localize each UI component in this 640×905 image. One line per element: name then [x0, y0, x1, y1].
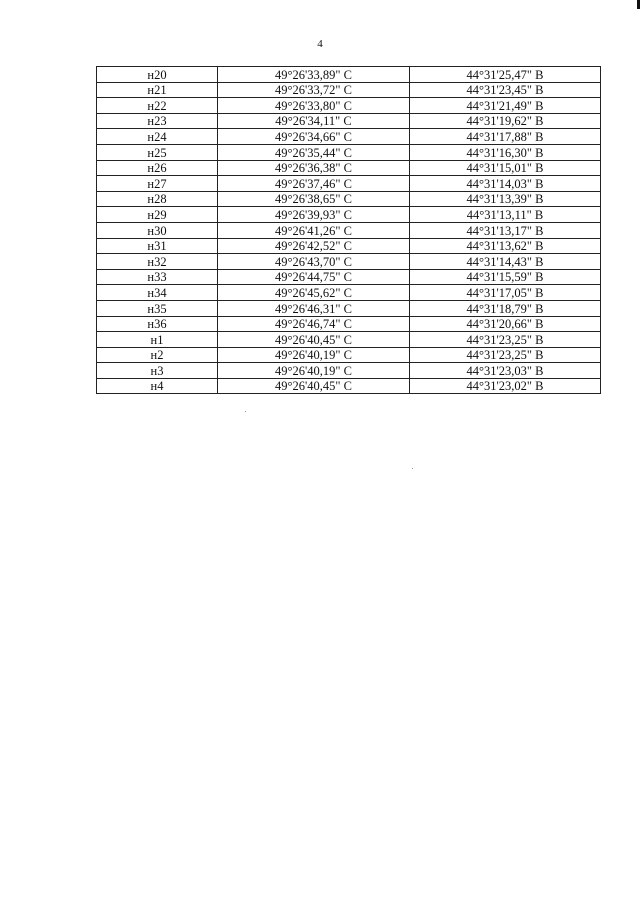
point-id-cell: н28 — [97, 191, 218, 207]
latitude-cell: 49°26'46,74" С — [218, 316, 410, 332]
latitude-cell: 49°26'43,70" С — [218, 254, 410, 270]
table-row — [97, 222, 601, 238]
point-id-cell: н2 — [97, 347, 218, 363]
point-id-cell: н34 — [97, 285, 218, 301]
table-row — [97, 254, 601, 270]
latitude-cell: 49°26'40,45" С — [218, 332, 410, 348]
scan-speck — [412, 468, 413, 469]
point-id-cell: н32 — [97, 254, 218, 270]
table-row — [97, 378, 601, 394]
coordinates-table — [96, 66, 601, 394]
latitude-cell: 49°26'37,46" С — [218, 176, 410, 192]
longitude-cell: 44°31'18,79" В — [410, 300, 601, 316]
longitude-cell: 44°31'25,47" В — [410, 67, 601, 83]
table-row — [97, 207, 601, 223]
latitude-cell: 49°26'44,75" С — [218, 269, 410, 285]
point-id-cell: н22 — [97, 98, 218, 114]
longitude-cell: 44°31'15,59" В — [410, 269, 601, 285]
table-row — [97, 285, 601, 301]
latitude-cell: 49°26'39,93" С — [218, 207, 410, 223]
latitude-cell: 49°26'34,66" С — [218, 129, 410, 145]
scan-speck — [245, 411, 246, 412]
point-id-cell: н20 — [97, 67, 218, 83]
table-row — [97, 269, 601, 285]
longitude-cell: 44°31'17,05" В — [410, 285, 601, 301]
point-id-cell: н4 — [97, 378, 218, 394]
table-row — [97, 332, 601, 348]
point-id-cell: н26 — [97, 160, 218, 176]
table-row — [97, 82, 601, 98]
longitude-cell: 44°31'20,66" В — [410, 316, 601, 332]
longitude-cell: 44°31'14,43" В — [410, 254, 601, 270]
point-id-cell: н3 — [97, 363, 218, 379]
point-id-cell: н1 — [97, 332, 218, 348]
point-id-cell: н24 — [97, 129, 218, 145]
point-id-cell: н21 — [97, 82, 218, 98]
table-row — [97, 300, 601, 316]
table-row — [97, 98, 601, 114]
table-row — [97, 113, 601, 129]
longitude-cell: 44°31'13,17" В — [410, 222, 601, 238]
table-row — [97, 144, 601, 160]
longitude-cell: 44°31'23,25" В — [410, 347, 601, 363]
point-id-cell: н31 — [97, 238, 218, 254]
table-row — [97, 363, 601, 379]
longitude-cell: 44°31'23,02" В — [410, 378, 601, 394]
longitude-cell: 44°31'14,03" В — [410, 176, 601, 192]
latitude-cell: 49°26'36,38" С — [218, 160, 410, 176]
latitude-cell: 49°26'35,44" С — [218, 144, 410, 160]
latitude-cell: 49°26'45,62" С — [218, 285, 410, 301]
latitude-cell: 49°26'40,45" С — [218, 378, 410, 394]
latitude-cell: 49°26'42,52" С — [218, 238, 410, 254]
point-id-cell: н36 — [97, 316, 218, 332]
point-id-cell: н35 — [97, 300, 218, 316]
longitude-cell: 44°31'23,25" В — [410, 332, 601, 348]
latitude-cell: 49°26'46,31" С — [218, 300, 410, 316]
point-id-cell: н25 — [97, 144, 218, 160]
longitude-cell: 44°31'23,03" В — [410, 363, 601, 379]
table-row — [97, 191, 601, 207]
point-id-cell: н23 — [97, 113, 218, 129]
longitude-cell: 44°31'16,30" В — [410, 144, 601, 160]
coordinates-table-body — [97, 67, 601, 394]
latitude-cell: 49°26'34,11" С — [218, 113, 410, 129]
table-row — [97, 238, 601, 254]
latitude-cell: 49°26'40,19" С — [218, 363, 410, 379]
latitude-cell: 49°26'33,72" С — [218, 82, 410, 98]
longitude-cell: 44°31'13,11" В — [410, 207, 601, 223]
page-number: 4 — [317, 38, 323, 50]
latitude-cell: 49°26'38,65" С — [218, 191, 410, 207]
table-row — [97, 160, 601, 176]
latitude-cell: 49°26'33,89" С — [218, 67, 410, 83]
point-id-cell: н29 — [97, 207, 218, 223]
longitude-cell: 44°31'21,49" В — [410, 98, 601, 114]
table-row — [97, 129, 601, 145]
latitude-cell: 49°26'33,80" С — [218, 98, 410, 114]
point-id-cell: н30 — [97, 222, 218, 238]
longitude-cell: 44°31'23,45" В — [410, 82, 601, 98]
latitude-cell: 49°26'40,19" С — [218, 347, 410, 363]
longitude-cell: 44°31'13,62" В — [410, 238, 601, 254]
longitude-cell: 44°31'13,39" В — [410, 191, 601, 207]
longitude-cell: 44°31'15,01" В — [410, 160, 601, 176]
point-id-cell: н33 — [97, 269, 218, 285]
table-row — [97, 67, 601, 83]
table-row — [97, 176, 601, 192]
longitude-cell: 44°31'19,62" В — [410, 113, 601, 129]
latitude-cell: 49°26'41,26" С — [218, 222, 410, 238]
point-id-cell: н27 — [97, 176, 218, 192]
table-row — [97, 347, 601, 363]
longitude-cell: 44°31'17,88" В — [410, 129, 601, 145]
table-row — [97, 316, 601, 332]
